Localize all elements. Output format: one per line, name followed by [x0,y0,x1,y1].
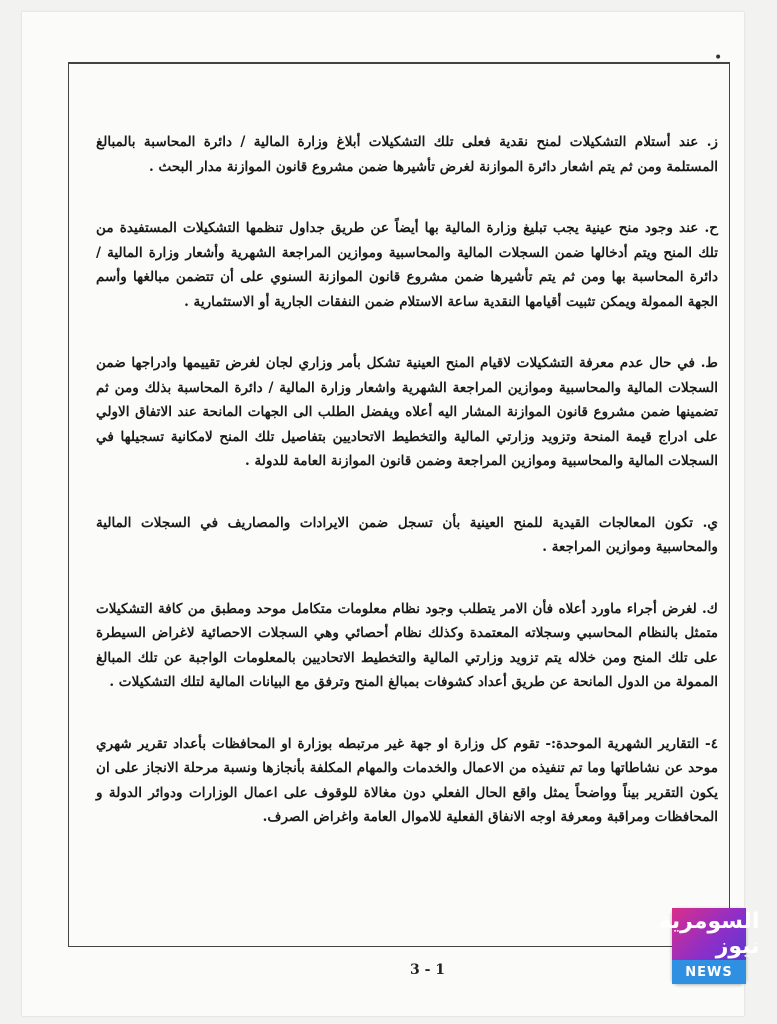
logo-text: السومرية نيوز [658,909,760,959]
news-logo-watermark [658,908,760,984]
paragraph-y: ي. تكون المعالجات القيدية للمنح العينية بأن تسجل ضمن الايرادات والمصاريف في السجلات المالية والمحاسبية وموازين المراجعة . [96,514,718,555]
section-heading-monthly-reports: ٤- التقارير الشهرية الموحدة:- [545,735,718,752]
paragraph-h: ح. عند وجود منح عينية يجب تبليغ وزارة المالية بها أيضاً عن طريق جداول تنظمها التشكيلات المستفيدة من تلك المنح ويتم أدخالها ضمن السجلات المالية والمحاسبية وموازين المراجعة الشهرية وأشعار وزارة المالية / دائرة المحاسبة بها ومن ثم يتم تأشيرها ضمن مشروع قانون الموازنة السنوي على أن تتضمن مبالغها وأسم الجهة الممولة ويمكن تثبيت أقيامها النقدية ساعة الاستلام ضمن النفقات الجارية أو الاستثمارية . [96,220,718,310]
logo-caption: NEWS [672,960,746,984]
paragraph-z: ز. عند أستلام التشكيلات لمنح نقدية فعلى تلك التشكيلات أبلاغ وزارة المالية / دائرة المحاسبة بالمبالغ المستلمة ومن ثم يتم اشعار دائرة الموازنة لغرض تأشيرها ضمن مشروع قانون الموازنة مدار البحث . [96,134,718,175]
document-page [22,12,760,1016]
page-number: 3 - 1 [410,962,446,978]
paragraph-t: ط. في حال عدم معرفة التشكيلات لاقيام المنح العينية تشكل بأمر وزاري لجان لغرض تقييمها وادراجها ضمن السجلات المالية والمحاسبية وموازين المراجعة الشهرية واشعار وزارة المالية / دائرة المحاسبة بذلك ومن ثم تضمينها ضمن مشروع قانون الموازنة المشار اليه أعلاه ويفضل الطلب الى الجهات المانحة عند الاتفاق الاولي على ادراج قيمة المنحة وتزويد وزارتي المالية والتخطيط الاتحاديين بتفاصيل تلك المنح لامكانية تسجيلها في السجلات المالية والمحاسبية وموازين المراجعة وضمن قانون الموازنة العامة للدولة . [96,355,718,469]
document-body [96,130,718,867]
corner-mark: • [714,50,723,66]
paragraph-4 [96,732,718,830]
paragraph-4-text: تقوم كل وزارة او جهة غير مرتبطه بوزارة او المحافظات بأعداد تقرير شهري موحد عن نشاطاتها وما تم تنفيذه من الاعمال والخدمات والمهام المكلفة بأنجازها ونسبة مرحلة الانجاز على ان يكون التقرير بيناً وواضحاً يمثل واقع الحال الفعلي دون مغالاة للوقوف على اعمال الوزارات ودوائر الدولة و المحافظات ومراقبة ومعرفة اوجه الانفاق الفعلية للاموال العامة واغراض الصرف. [96,735,718,825]
paragraph-k: ك. لغرض أجراء ماورد أعلاه فأن الامر يتطلب وجود نظام معلومات متكامل موحد ومطبق من كافة التشكيلات متمثل بالنظام المحاسبي وسجلاته المعتمدة وكذلك نظام أحصائي وهي السجلات الاحصائية لاغراض السيطرة على تلك المنح ومن خلاله يتم تزويد وزارتي المالية والتخطيط الاتحاديين بالمعلومات الواجبة عن تلك المبالغ الممولة من الدول المانحة عن طريق أعداد كشوفات بمبالغ المنح وترفق مع البيانات المالية لتلك التشكيلات . [96,600,718,690]
